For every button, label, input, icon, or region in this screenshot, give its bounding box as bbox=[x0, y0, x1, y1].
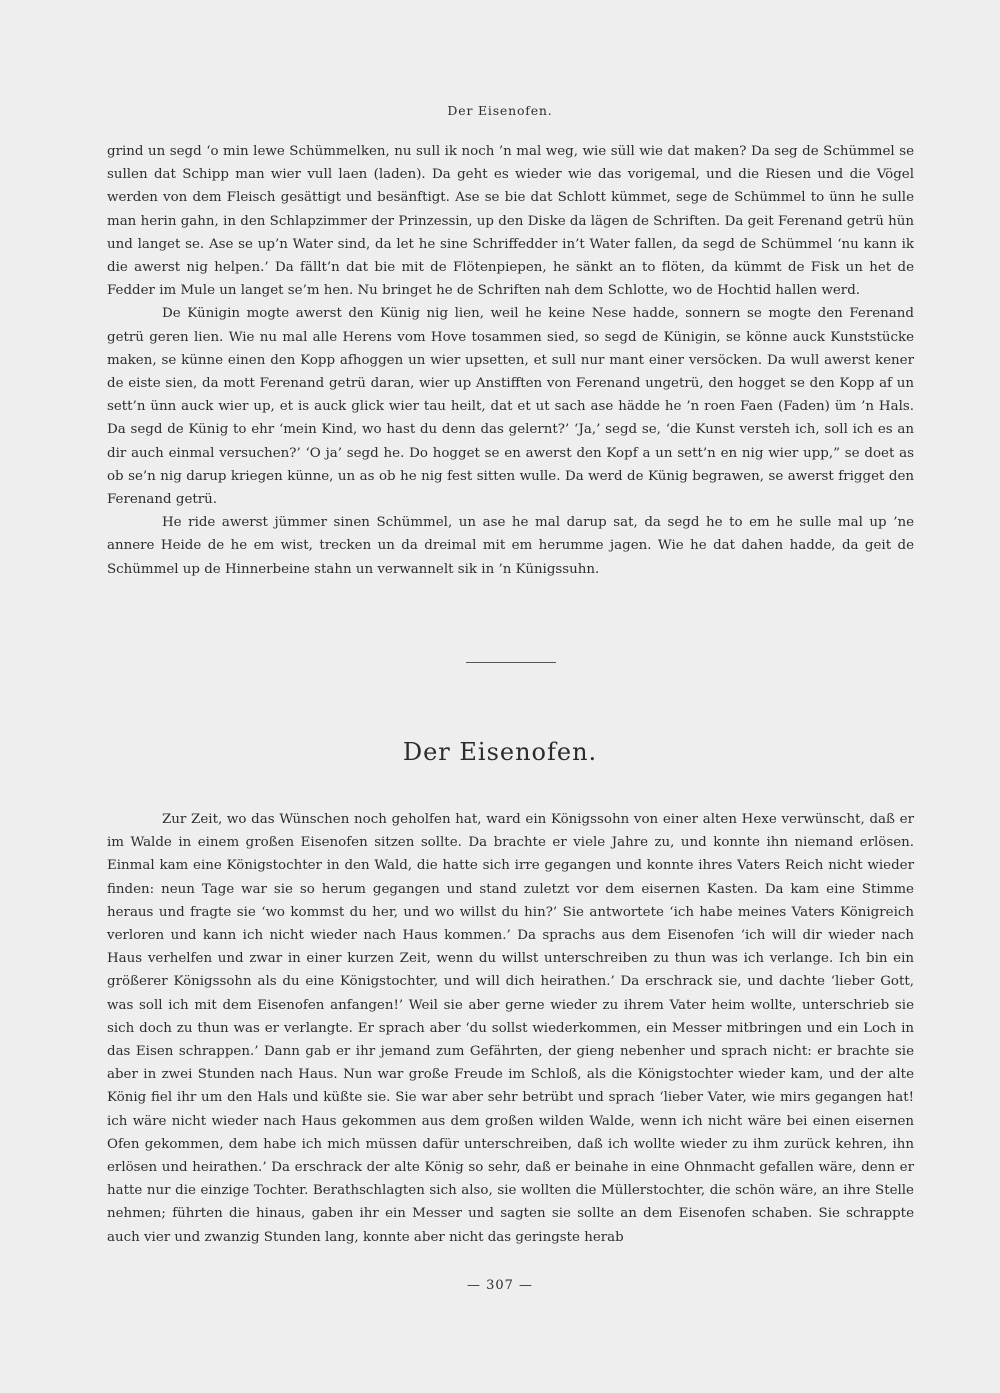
continued-story-text bbox=[107, 140, 914, 581]
paragraph: De Künigin mogte awerst den Künig nig lien, weil he keine Nese hadde, sonnern se mogte den Ferenand getrü geren lien. Wie nu mal alle Herens vom Hove tosammen sied, so segd de Künigin, se könne auck Kunststücke maken, se künne einen den Kopp afhoggen un wier upsetten, et sull nur mant einer versöcken. Da wull awerst kener de eiste sien, da mott Ferenand getrü daran, wier up Anstifften von Ferenand ungetrü, den hogget se den Kopp af un sett’n ünn auck wier up, et is auck glick wier tau heilt, dat et ut sach ase hädde he ’n roen Faen (Faden) üm ’n Hals. Da segd de Künig to ehr ‘mein Kind, wo hast du denn das gelernt?’ ‘Ja,’ segd se, ‘die Kunst versteh ich, soll ich es an dir auch einmal versuchen?’ ‘O ja’ segd he. Do hogget se en awerst den Kopf a un sett’n en nig wier upp,” se doet as ob se’n nig darup kriegen künne, un as ob he nig fest sitten wulle. Da werd de Künig begrawen, se awerst frigget den Ferenand getrü. bbox=[107, 306, 914, 508]
running-head: Der Eisenofen. bbox=[447, 103, 553, 118]
paragraph: Zur Zeit, wo das Wünschen noch geholfen hat, ward ein Königssohn von einer alten Hexe verwünscht, daß er im Walde in einem großen Eisenofen sitzen sollte. Da brachte er viele Jahre zu, und konnte ihn niemand erlösen. Einmal kam eine Königstochter in den Wald, die hatte sich irre gegangen und konnte ihres Vaters Reich nicht wieder finden: neun Tage war sie so herum gegangen und stand zuletzt vor dem eisernen Kasten. Da kam eine Stimme heraus und fragte sie ‘wo kommst du her, und wo willst du hin?’ Sie antwortete ‘ich habe meines Vaters Königreich verloren und kann ich nicht wieder nach Haus kommen.’ Da sprachs aus dem Eisenofen ‘ich will dir wieder nach Haus verhelfen und zwar in einer kurzen Zeit, wenn du willst unterschreiben zu thun was ich verlange. Ich bin ein größerer Königssohn als du eine Königstochter, und will dich heirathen.’ Da erschrack sie, und dachte ‘lieber Gott, was soll ich mit dem Eisenofen anfangen!’ Weil sie aber gerne wieder zu ihrem Vater heim wollte, unterschrieb sie sich doch zu thun was er verlangte. Er sprach aber ‘du sollst wiederkommen, ein Messer mitbringen und ein Loch in das Eisen schrappen.’ Dann gab er ihr jemand zum Gefährten, der gieng nebenher und sprach nicht: er brachte sie aber in zwei Stunden nach Haus. Nun war große Freude im Schloß, als die Königstochter wieder kam, und der alte König fiel ihr um den Hals und küßte sie. Sie war aber sehr betrübt und sprach ‘lieber Vater, wie mirs gegangen hat! ich wäre nicht wieder nach Haus gekommen aus dem großen wilden Walde, wenn ich nicht wäre bei einen eisernen Ofen gekommen, dem habe ich mich müssen dafür unterschreiben, daß ich wollte wieder zu ihm zurück kehren, ihn erlösen und heirathen.’ Da erschrack der alte König so sehr, daß er beinahe in eine Ohnmacht gefallen wäre, denn er hatte nur die einzige Tochter. Berathschlagten sich also, sie wollten die Müllerstochter, die schön wäre, an ihre Stelle nehmen; führten die hinaus, gaben ihr ein Messer und sagten sie sollte an dem Eisenofen schaben. Sie schrappte auch vier und zwanzig Stunden lang, konnte aber nicht das geringste herab bbox=[107, 812, 914, 1245]
story-title: Der Eisenofen. bbox=[402, 738, 598, 766]
story-text bbox=[107, 808, 914, 1249]
section-divider bbox=[466, 662, 556, 663]
paragraph: grind un segd ‘o min lewe Schümmelken, nu sull ik noch ’n mal weg, wie süll wie dat maken? Da seg de Schümmel se sullen dat Schipp man wier vull laen (laden). Da geht es wieder wie das vorigemal, und die Riesen und die Vögel werden von dem Fleisch gesättigt und besänftigt. Ase se bie dat Schlott kümmet, sege de Schümmel to ünn he sulle man herin gahn, in den Schlapzimmer der Prinzessin, up den Diske da lägen de Schriften. Da geit Ferenand getrü hün und langet se. Ase se up’n Water sind, da let he sine Schriffedder in’t Water fallen, da segd de Schümmel ‘nu kann ik die awerst nig helpen.’ Da fällt’n dat bie mit de Flötenpiepen, he sänkt an to flöten, da kümmt de Fisk un het de Fedder im Mule un langet se’m hen. Nu bringet he de Schriften nah dem Schlotte, wo de Hochtid hallen werd. bbox=[107, 144, 914, 299]
paragraph: He ride awerst jümmer sinen Schümmel, un ase he mal darup sat, da segd he to em he sulle mal up ’ne annere Heide de he em wist, trecken un da dreimal mit em herumme jagen. Wie he dat dahen hadde, da geit de Schümmel up de Hinnerbeine stahn un verwannelt sik in ’n Künigssuhn. bbox=[107, 515, 914, 577]
page-number: — 307 — bbox=[466, 1278, 534, 1293]
